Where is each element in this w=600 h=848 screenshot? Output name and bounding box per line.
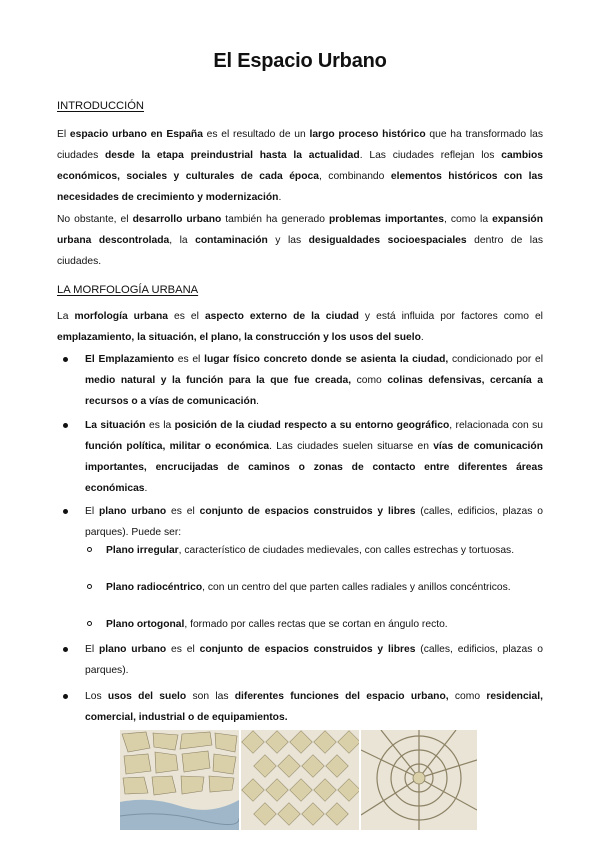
intro-paragraph-1: El espacio urbano en España es el resultado de un largo proceso histórico que ha transformado las ciudades desde la etapa preindustrial hasta la actualidad. Las ciudades reflejan los cambios económicos, sociales y culturales de cada época, combinando elementos históricos con las necesidades de crecimiento y modernización. (57, 129, 544, 203)
subbullet-plano-ortogonal (106, 617, 526, 632)
subbullet-text: Plano irregular, característico de ciudades medievales, con calles estrechas y tortuosas. (106, 545, 515, 556)
bullet-plano-urbano-2 (85, 639, 543, 681)
morfologia-paragraph: La morfología urbana es el aspecto externo de la ciudad y está influida por factores como el emplazamiento, la situación, el plano, la construcción y los usos del suelo. (57, 311, 543, 343)
bullet-plano-urbano (85, 501, 543, 543)
subbullet-circle (87, 547, 92, 552)
subbullet-text: Plano radiocéntrico, con un centro del que parten calles radiales y anillos concéntricos. (106, 582, 511, 593)
bullet-usos-del-suelo (85, 686, 543, 728)
irregular-plan-map-image (120, 730, 239, 830)
bullet-text: El plano urbano es el conjunto de espacios construidos y libres (calles, edificios, plazas o parques). (85, 644, 543, 676)
bullet-text: La situación es la posición de la ciudad respecto a su entorno geográfico, relacionada con su función política, militar o económica. Las ciudades suelen situarse en vías de comunicación importantes, encrucijadas de caminos o zonas de contacto entre diferentes áreas económicas. (85, 420, 543, 494)
bullet-text: El plano urbano es el conjunto de espacios construidos y libres (calles, edificios, plazas o parques). Puede ser: (85, 506, 543, 538)
bullet-text: El Emplazamiento es el lugar físico concreto donde se asienta la ciudad, condicionado por el medio natural y la función para la que fue creada, como colinas defensivas, cercanía a recursos o a vías de comunicación. (85, 354, 544, 407)
intro-paragraph-2: No obstante, el desarrollo urbano también ha generado problemas importantes, como la expansión urbana descontrolada, la contaminación y las desigualdades socioespaciales dentro de las ciudades. (57, 214, 544, 267)
section-heading-introduccion: INTRODUCCIÓN (57, 100, 145, 112)
ortogonal-plan-map-image (241, 730, 359, 830)
bullet-dot (63, 647, 68, 652)
section-heading-morfologia: LA MORFOLOGÍA URBANA (57, 284, 199, 296)
bullet-emplazamiento (85, 349, 543, 412)
bullet-text: Los usos del suelo son las diferentes funciones del espacio urbano, como residencial, comercial, industrial o de equipamientos. (85, 691, 543, 723)
subbullet-circle (87, 621, 92, 626)
bullet-dot (63, 509, 68, 514)
radiocentric-plan-map-image (361, 730, 477, 830)
bullet-situacion (85, 415, 543, 499)
bullet-dot (63, 694, 68, 699)
bullet-dot (63, 357, 68, 362)
subbullet-plano-irregular (106, 543, 526, 558)
subbullet-circle (87, 584, 92, 589)
city-plan-images (120, 730, 477, 830)
subbullet-plano-radiocentrico (106, 580, 526, 595)
page-title: El Espacio Urbano (213, 50, 387, 72)
bullet-dot (63, 423, 68, 428)
subbullet-text: Plano ortogonal, formado por calles rectas que se cortan en ángulo recto. (106, 619, 448, 630)
